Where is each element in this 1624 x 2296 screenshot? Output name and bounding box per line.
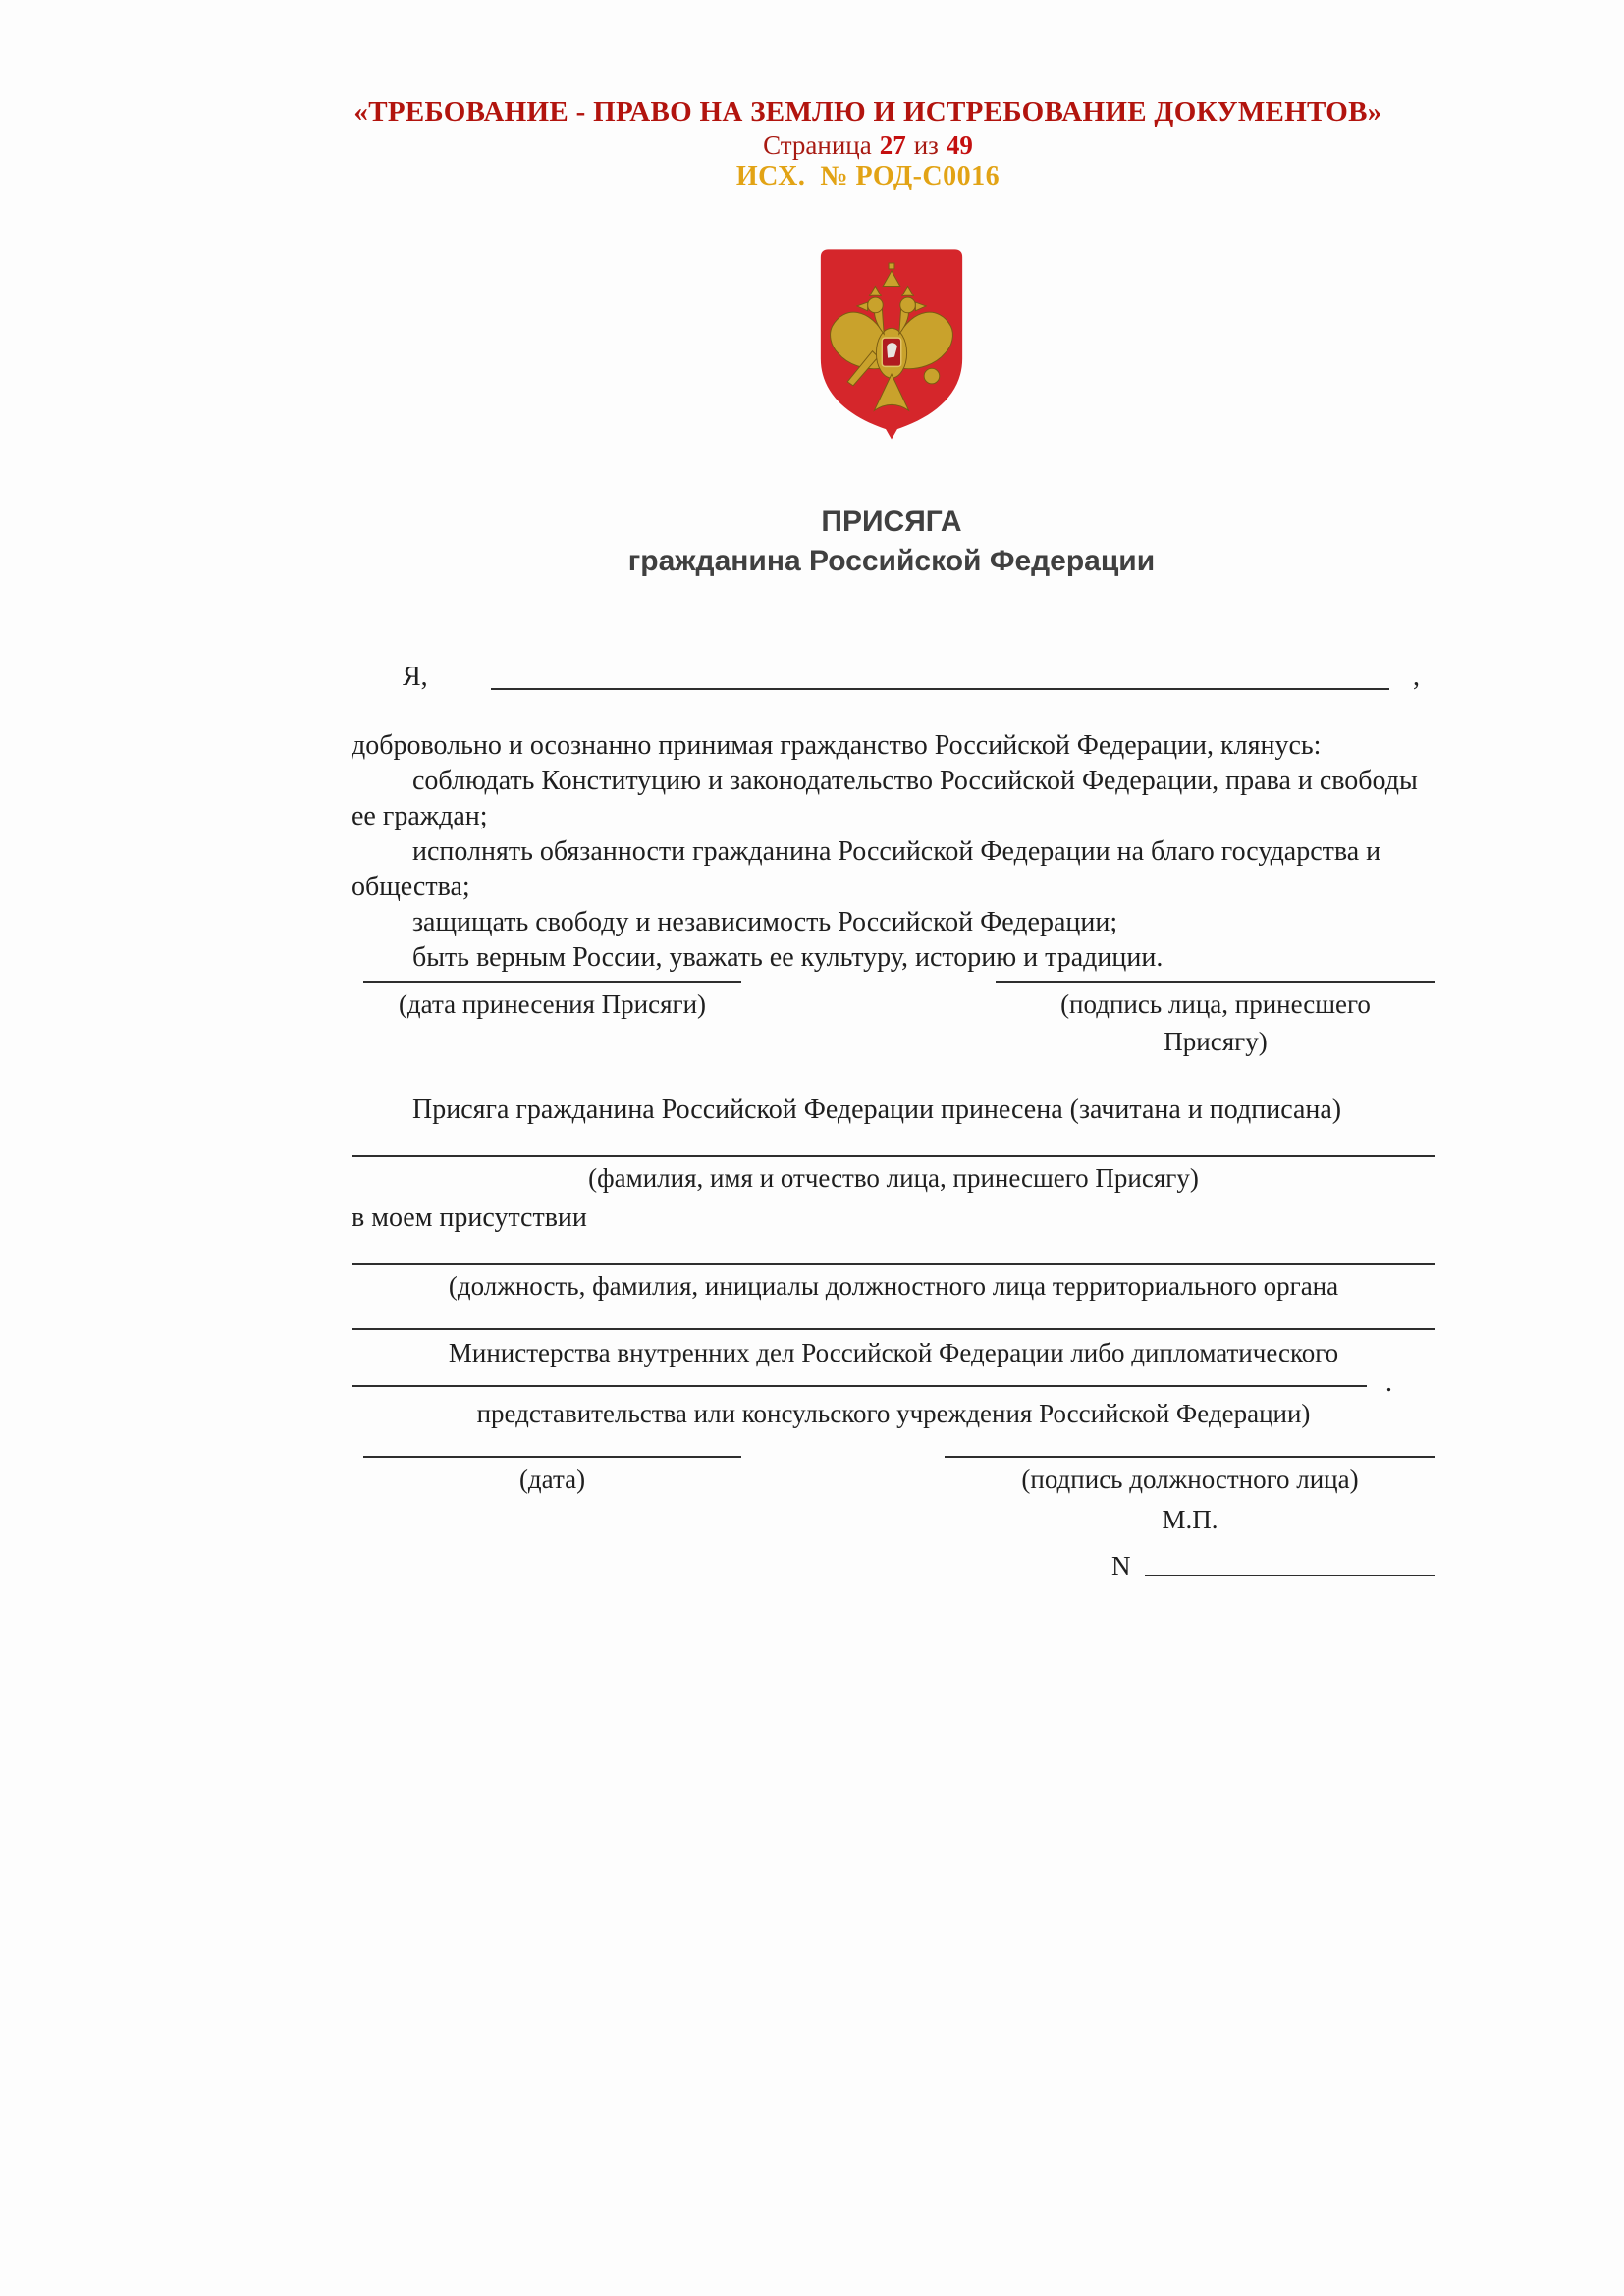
signature-row-official: [352, 1456, 1435, 1581]
official-signature-field: [945, 1456, 1435, 1581]
record-number-blank-line: [1145, 1575, 1436, 1576]
citizen-signature-caption-line2: Присягу): [1164, 1027, 1268, 1056]
official-blank-line-2: [352, 1328, 1435, 1330]
citizen-signature-field: [996, 981, 1435, 1057]
oath-title-line1: ПРИСЯГА: [821, 506, 962, 538]
official-blank-line-1: [352, 1263, 1435, 1265]
record-number-label: N: [1111, 1551, 1131, 1580]
oath-intro: добровольно и осознанно принимая гражданство Российской Федерации, клянусь:: [352, 730, 1322, 761]
oath-title: [352, 503, 1432, 581]
oath-pronoun: Я,: [403, 662, 428, 692]
page-counter-infix: из: [913, 131, 939, 160]
oath-clause-4: быть верным России, уважать ее культуру, историю и традиции.: [412, 942, 1164, 973]
russia-coat-of-arms-icon: [815, 243, 968, 440]
record-number-row: [945, 1546, 1435, 1581]
official-signature-caption: (подпись должностного лица): [1021, 1465, 1359, 1494]
oath-clause-2: исполнять обязанности гражданина Российской Федерации на благо государства и общества;: [352, 836, 1381, 902]
oath-name-blank-line: [491, 688, 1389, 690]
oath-title-line2: гражданина Российской Федерации: [627, 545, 1156, 577]
citizen-signature-caption-line1: (подпись лица, принесшего: [1060, 989, 1371, 1019]
page-counter-prefix: Страница: [763, 131, 872, 160]
citizen-fio-blank-line: [352, 1155, 1435, 1157]
official-date-field: [363, 1456, 741, 1581]
official-blank-line-3: [352, 1367, 1392, 1398]
oath-clause-1: соблюдать Конституцию и законодательство Российской Федерации, права и свободы ее граждан;: [352, 766, 1418, 831]
oath-name-row: [352, 648, 1435, 695]
stamp-place-abbr: М.П.: [1162, 1505, 1218, 1534]
page-counter: [298, 130, 1437, 161]
oath-text: [352, 728, 1435, 976]
citizen-fio-caption: (фамилия, имя и отчество лица, принесшего Присягу): [588, 1163, 1199, 1193]
sentence-period: .: [1385, 1367, 1392, 1398]
signature-row-citizen: [352, 981, 1435, 1057]
official-date-caption: (дата): [518, 1465, 586, 1494]
oath-date-caption: (дата принесения Присяги): [398, 989, 707, 1019]
oath-body: [352, 648, 1435, 1581]
page-total-number: 49: [946, 131, 973, 160]
oath-date-field: [363, 981, 741, 1057]
page-current-number: 27: [879, 131, 906, 160]
oath-clause-3: защищать свободу и независимость Российской Федерации;: [412, 907, 1118, 937]
outgoing-ref-number: ИСХ. № РОД-С0016: [735, 161, 1001, 191]
official-caption-part1: (должность, фамилия, инициалы должностного лица территориального органа: [448, 1271, 1339, 1301]
oath-name-trailing-comma: ,: [1413, 662, 1420, 692]
official-caption-part3: представительства или консульского учреждения Российской Федерации): [476, 1399, 1311, 1428]
oath-delivered-statement: Присяга гражданина Российской Федерации принесена (зачитана и подписана): [412, 1095, 1342, 1125]
page-header: [298, 94, 1437, 192]
document-set-title: «ТРЕБОВАНИЕ - ПРАВО НА ЗЕМЛЮ И ИСТРЕБОВАНИЕ ДОКУМЕНТОВ»: [353, 96, 1382, 128]
presence-statement: в моем присутствии: [352, 1202, 587, 1233]
official-caption-part2: Министерства внутренних дел Российской Федерации либо дипломатического: [448, 1338, 1339, 1367]
